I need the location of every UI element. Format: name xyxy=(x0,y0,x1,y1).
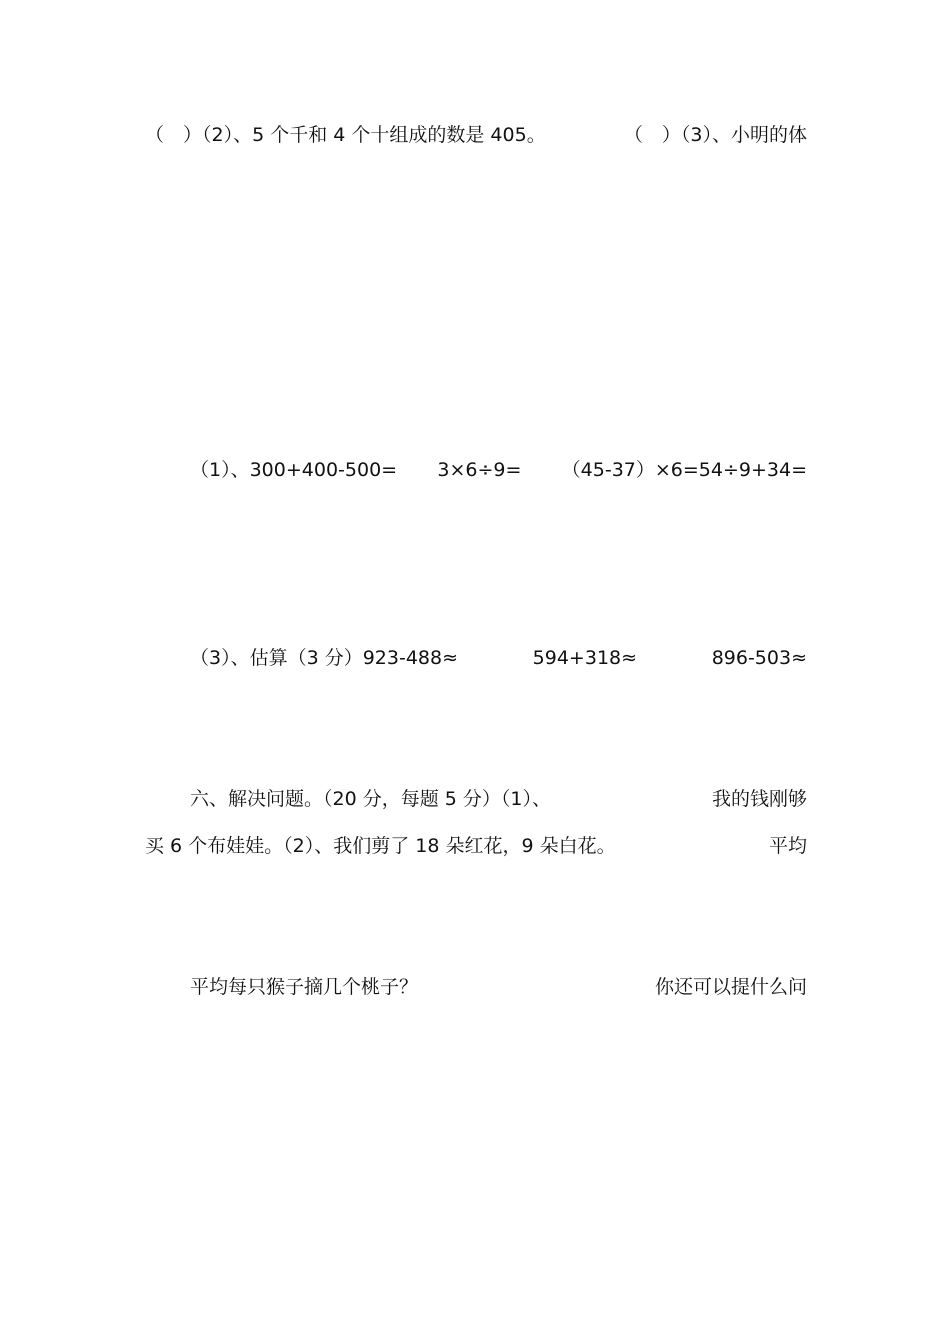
text-segment: （ ）（3）、小明的体 xyxy=(623,124,807,146)
text-line-1 xyxy=(145,120,807,150)
text-segment: 平均每只猴子摘几个桃子？ xyxy=(190,976,419,998)
text-segment: 我的钱刚够 xyxy=(711,788,807,810)
text-line-2 xyxy=(145,168,807,198)
text-line-7 xyxy=(145,406,807,436)
text-segment: 3×6÷9= xyxy=(437,459,522,481)
text-segment: （1）、300+400-500= xyxy=(190,459,398,481)
text-segment: （3）、估算（3 分）923-488≈ xyxy=(190,647,459,669)
text-segment: 六、解决问题。（20 分，每题 5 分）（1）、 xyxy=(190,788,551,810)
text-line-5 xyxy=(190,312,807,342)
text-line-14 xyxy=(145,739,807,769)
text-line-4 xyxy=(145,262,807,292)
text-line-9 xyxy=(145,503,807,533)
text-segment: 买 6 个布娃娃。（2）、我们剪了 18 朵红花，9 朵白花。 xyxy=(145,835,616,857)
text-segment: 你还可以提什么问 xyxy=(654,976,807,998)
text-line-21 xyxy=(190,1066,807,1096)
text-segment: 平均 xyxy=(768,835,807,857)
text-line-8 xyxy=(190,455,807,485)
text-segment: （45-37）×6=54÷9+34= xyxy=(561,459,807,481)
text-line-18 xyxy=(190,924,807,954)
text-line-15 xyxy=(190,784,807,814)
text-line-11 xyxy=(145,597,807,627)
text-line-12 xyxy=(190,643,807,673)
text-line-23 xyxy=(190,1163,807,1193)
text-line-6 xyxy=(145,359,807,389)
text-line-13 xyxy=(190,692,807,722)
text-line-16 xyxy=(145,831,807,861)
text-segment: （ ）（2）、5 个千和 4 个十组成的数是 405。 xyxy=(145,124,546,146)
text-segment: 896-503≈ xyxy=(711,647,807,669)
text-line-3 xyxy=(145,215,807,245)
text-line-17 xyxy=(145,877,807,907)
text-line-10 xyxy=(145,550,807,580)
text-segment: 594+318≈ xyxy=(532,647,638,669)
text-line-19 xyxy=(190,972,807,1002)
text-line-22 xyxy=(145,1113,807,1143)
text-line-20 xyxy=(145,1017,807,1047)
